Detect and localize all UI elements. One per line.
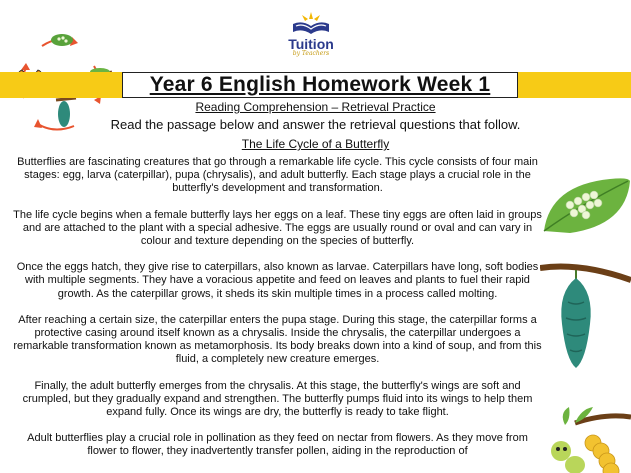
paragraph: Finally, the adult butterfly emerges from the chrysalis. At this stage, the butterfly's wings are soft and crumpled, but they gradually expand and strengthen. The butterfly pumps fluid into its wings to help them expand fully. Once its wings are dry, the butterfly is ready to take flight. [22,379,533,419]
paragraph: Adult butterflies play a crucial role in pollination as they feed on nectar from flowers. As they move from flower to flower, they inadvertently transfer pollen, aiding in the reproduction of [27,432,528,458]
logo-brand: Tuition [288,36,334,52]
subtitle: Reading Comprehension – Retrieval Practice [195,100,436,114]
paragraph: After reaching a certain size, the caterpillar enters the pupa stage. During this stage, the caterpillar forms a protective casing around itself known as a chrysalis. Inside the chrysalis, the caterpillar undergoes a remarkable transformation known as metamorphosis. Its body breaks down into a kind of soup, and from this fluid, a completely new creature emerges. [13,313,542,366]
paragraph: The life cycle begins when a female butterfly lays her eggs on a leaf. These tiny eggs are often laid in groups and are attached to the plant with a special adhesive. The eggs are usually round or oval and can vary in colour and texture depending on the species of butterfly. [13,208,542,248]
paragraph: Butterflies are fascinating creatures that go through a remarkable life cycle. This cycle consists of four main stages: egg, larva (caterpillar), pupa (chrysalis), and adult butterfly. Each stage plays a crucial role in the butterfly's development and transformation. [17,156,538,195]
logo-tagline: by Teachers [292,50,330,57]
instructions: Read the passage below and answer the retrieval questions that follow. [110,117,521,132]
caterpillar-icon [545,403,631,473]
passage-title: The Life Cycle of a Butterfly [241,137,390,151]
egg-leaf-icon [540,175,631,237]
tuition-logo [281,10,341,70]
chrysalis-icon [540,262,631,374]
page-title: Year 6 English Homework Week 1 [122,72,518,98]
book-icon [289,10,333,36]
passage [12,156,543,472]
paragraph: Once the eggs hatch, they give rise to caterpillars, also known as larvae. Caterpillars have long, soft bodies with multiple segments. They have a voracious appetite and feed on leaves and plants to fuel their rapid growth. As the caterpillar grows, it sheds its skin multiple times in a process called molting. [16,261,539,300]
